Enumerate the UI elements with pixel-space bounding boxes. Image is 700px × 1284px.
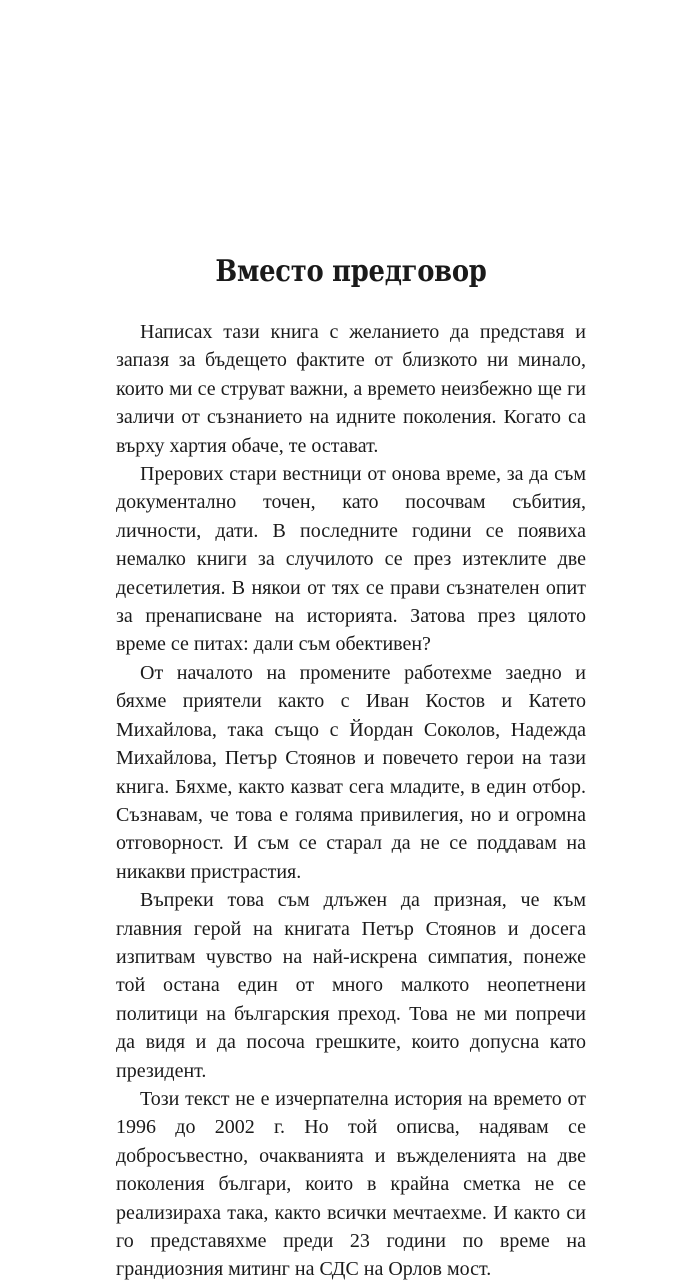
paragraph-1: Написах тази книга с желанието да представя и запазя за бъдещето фактите от близкото ни минало, които ми се струват важни, а времето неизбежно ще ги заличи от съзнанието на идните поколения. Когато са върху хартия обаче, те остават. — [116, 321, 586, 457]
paragraph-4: Въпреки това съм длъжен да призная, че към главния герой на книгата Петър Стоянов и досега изпитвам чувство на най-искрена симпатия, понеже той остана един от много малкото неопетнени политици на българския преход. Това не ми попречи да видя и да посоча грешките, които допусна като президент. — [116, 889, 586, 1082]
chapter-body — [116, 318, 586, 1284]
paragraph-5: Този текст не е изчерпателна история на времето от 1996 до 2002 г. Но той описва, надявам се добросъвестно, очакванията и въжделенията на две поколения българи, които в крайна сметка не се реализираха така, както всички мечтаехме. И както си го представяхме преди 23 години по време на грандиозния митинг на СДС на Орлов мост. — [116, 1087, 586, 1281]
paragraph-2: Преровиx стари вестници от онова време, за да съм документално точен, като посочвам събития, личности, дати. В последните години се появиха немалко книги за случилото се през изтеклите две десетилетия. В някои от тях се прави съзнателен опит за пренаписване на историята. Затова през цялото време се питах: дали съм обективен? — [116, 463, 586, 656]
chapter-title: Вместо предговор — [215, 254, 487, 289]
document-page — [116, 250, 586, 1284]
paragraph-3: От началото на промените работехме заедно и бяхме приятели както с Иван Костов и Катето Михайлова, така също с Йордан Соколов, Надежда Михайлова, Петър Стоянов и повечето герои на тази книга. Бяхме, както казват сега младите, в един отбор. Съзнавам, че това е голяма привилегия, но и огромна отговорност. И съм се старал да не се поддавам на никакви пристрастия. — [116, 661, 586, 883]
